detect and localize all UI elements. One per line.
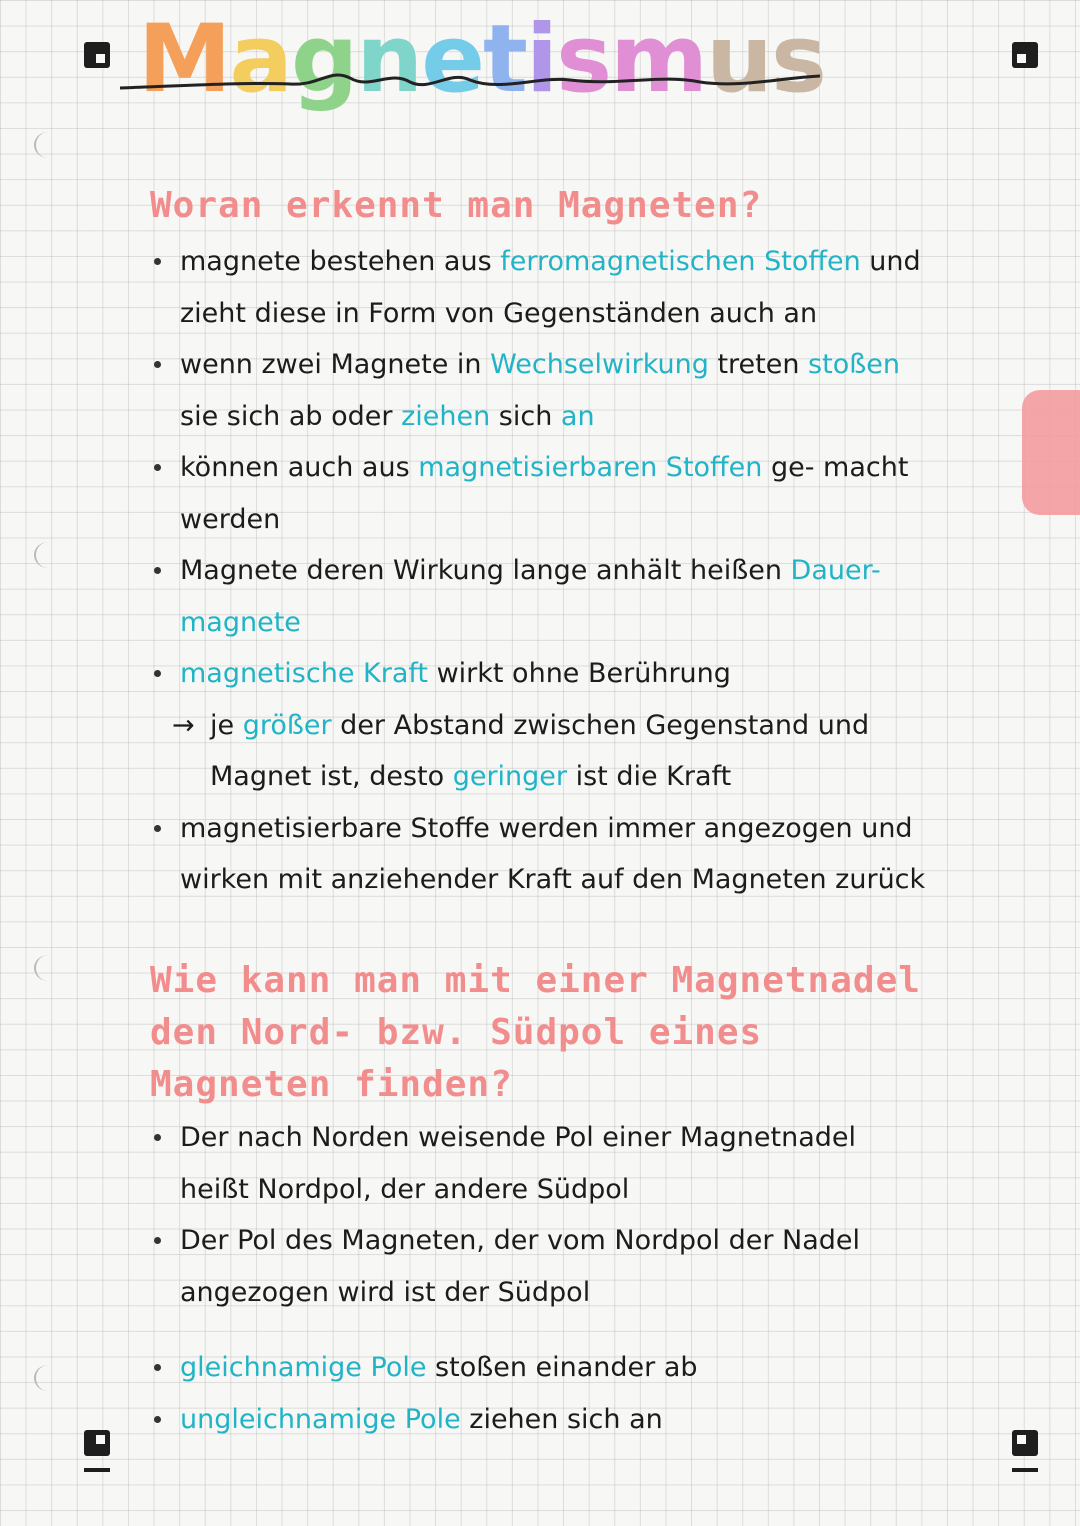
highlighted-term: ferromagnetischen Stoffen [500, 246, 861, 277]
title-letter: u [706, 5, 771, 114]
title-letter: s [556, 5, 611, 114]
scan-bar-bottom-left [84, 1468, 110, 1472]
list-item: Der Pol des Magneten, der vom Nordpol der Nadel angezogen wird ist der Südpol [150, 1215, 930, 1318]
note-text: der Abstand zwischen Gegenstand und Magnet ist, desto [210, 709, 870, 792]
note-text: wirkt ohne Berührung [427, 658, 731, 689]
list-item [150, 1394, 930, 1446]
punch-hole-mark [34, 542, 62, 568]
corner-mark-top-left [84, 42, 110, 68]
title-handwritten-underline [120, 48, 820, 108]
page-title [120, 0, 840, 160]
note-text: je [210, 709, 243, 741]
highlighted-term: Dauer- magnete [180, 555, 881, 638]
notes-list [150, 1112, 930, 1318]
punch-hole-mark [34, 132, 62, 158]
note-text: treten [708, 349, 809, 380]
highlighted-term: gleichnamige Pole [180, 1352, 427, 1383]
title-letter: M [138, 5, 230, 114]
note-text: ziehen sich an [460, 1403, 663, 1435]
highlighted-term: magnetisierbaren Stoffen [418, 452, 763, 483]
list-item [150, 236, 930, 339]
list-item [150, 803, 930, 906]
title-letter: t [482, 5, 526, 114]
highlighted-term: an [560, 400, 595, 432]
note-text: ge- macht werden [180, 452, 909, 535]
punch-hole-mark [34, 1365, 62, 1391]
title-letter: m [610, 5, 707, 114]
list-item-arrow [150, 700, 930, 803]
list-item: Der nach Norden weisende Pol einer Magnetnadel heißt Nordpol, der andere Südpol [150, 1112, 930, 1215]
highlighted-term: größer [242, 709, 332, 741]
corner-mark-bottom-left [84, 1430, 110, 1456]
list-item [150, 1342, 930, 1394]
notes-list [150, 236, 930, 906]
section-heading: Woran erkennt man Magneten? [150, 185, 763, 226]
highlighted-term: magnetische Kraft [180, 658, 428, 689]
note-text: magnete bestehen aus [180, 246, 501, 277]
section-heading: Wie kann man mit einer Magnetnadel den Nord- bzw. Südpol eines Magneten finden? [150, 960, 921, 1105]
note-text: ist die Kraft [567, 761, 732, 792]
corner-mark-top-right [1012, 42, 1038, 68]
highlighted-term: Wechselwirkung [490, 349, 709, 380]
highlighted-term: ungleichnamige Pole [180, 1403, 461, 1435]
note-text: sich [490, 400, 561, 432]
note-text: magnetisierbare Stoffe werden immer angezogen und wirken mit anziehender Kraft auf den Magneten zurück [180, 812, 926, 895]
note-text: stoßen einander ab [426, 1352, 698, 1383]
list-item [150, 545, 930, 648]
corner-mark-bottom-right [1012, 1430, 1038, 1456]
highlighted-term: stoßen [808, 349, 900, 380]
scan-bar-bottom-right [1012, 1468, 1038, 1472]
title-letter: e [421, 5, 483, 114]
list-item [150, 648, 930, 700]
punch-hole-mark [34, 955, 62, 981]
note-text: Magnete deren Wirkung lange anhält heißen [180, 555, 791, 586]
page-tab-sticker [1022, 390, 1080, 515]
note-text: sie sich ab oder [180, 400, 402, 432]
highlighted-term: geringer [452, 761, 568, 792]
title-letter: s [770, 5, 825, 114]
list-item [150, 442, 930, 545]
note-text: wenn zwei Magnete in [180, 349, 491, 380]
notes-list [150, 1342, 930, 1445]
list-item [150, 339, 930, 442]
title-letter: g [290, 5, 357, 114]
title-letter: n [356, 5, 422, 114]
arrow-icon: → [172, 709, 195, 741]
title-letter: a [229, 5, 291, 114]
note-text: und zieht diese in Form von Gegenständen auch an [180, 246, 921, 329]
note-text: können auch aus [180, 452, 419, 483]
title-letter: i [525, 5, 557, 114]
highlighted-term: ziehen [401, 400, 491, 432]
